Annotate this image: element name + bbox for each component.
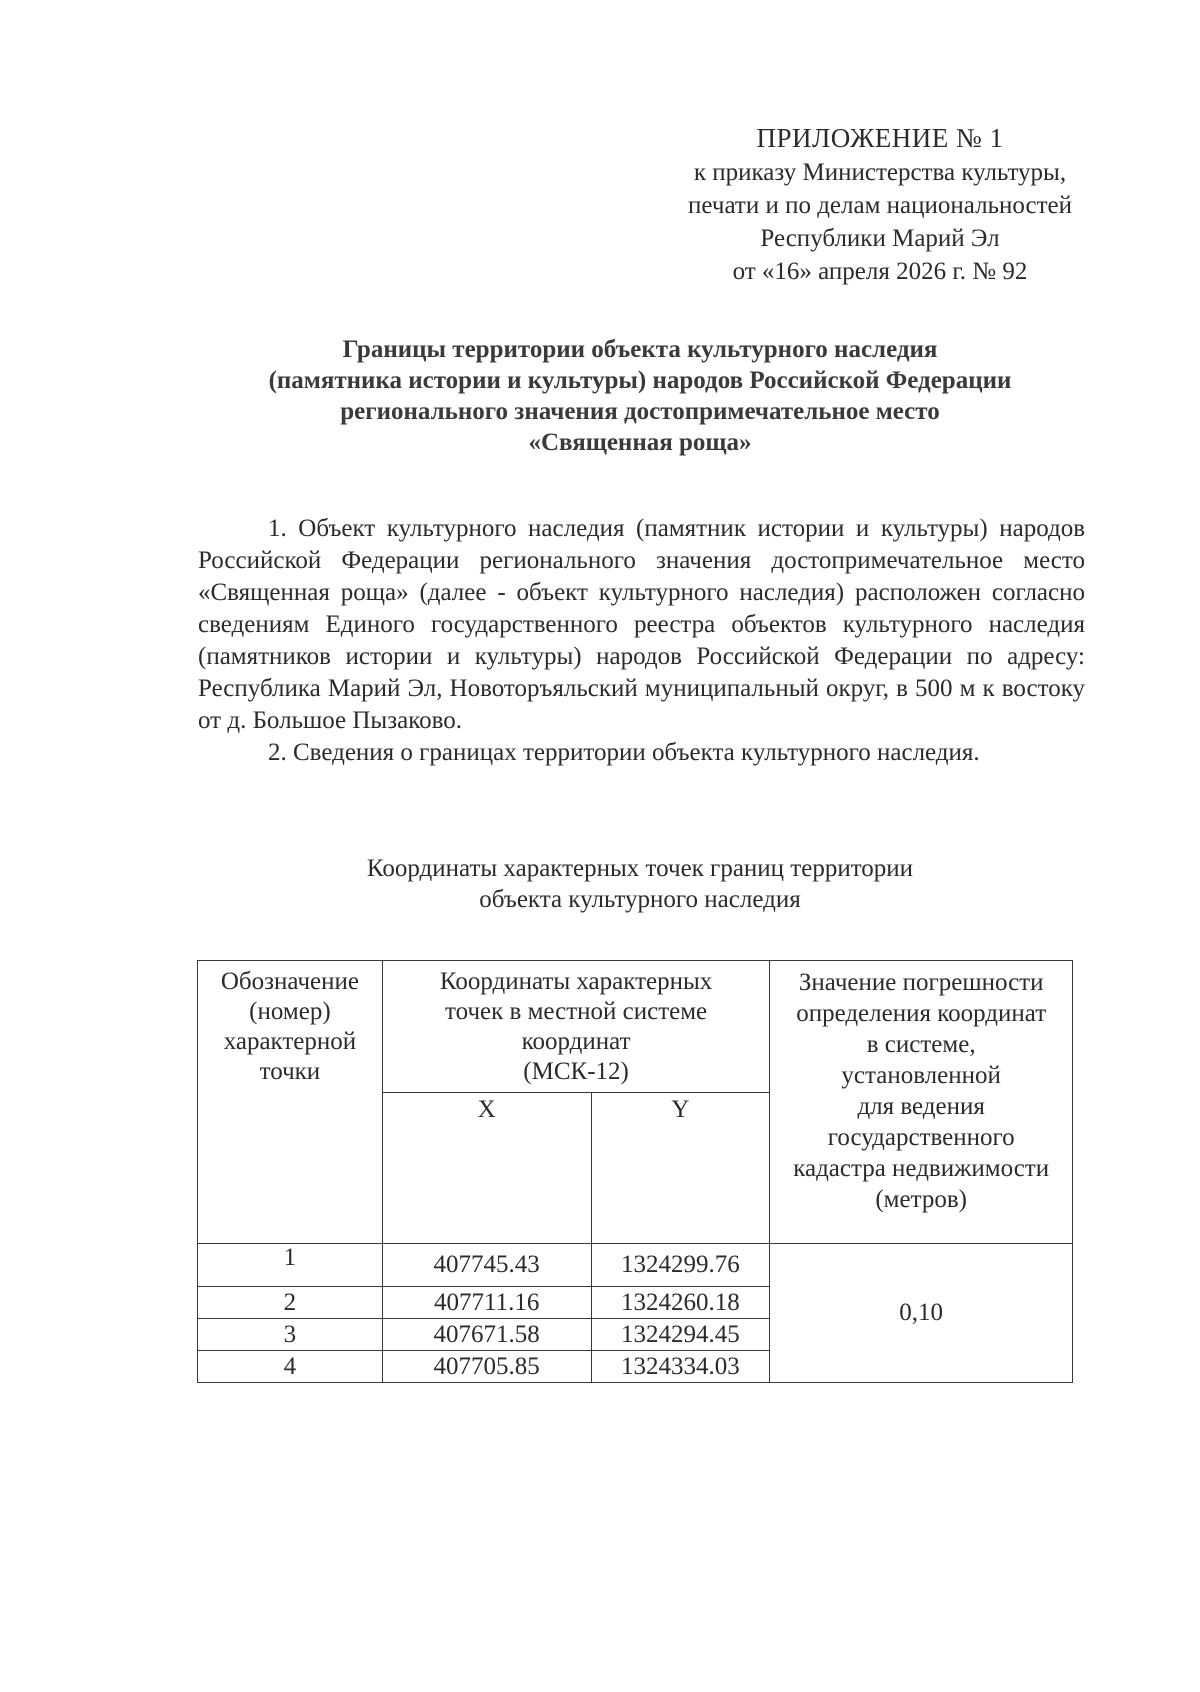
document-body	[198, 513, 1085, 769]
cell-y: 1324299.76	[591, 1244, 770, 1287]
title-line-3: регионального значения достопримечательное место	[340, 398, 940, 425]
cell-point-number: 2	[198, 1287, 383, 1319]
table-header-row	[198, 961, 1073, 1093]
appendix-line-4: от «16» апреля 2026 г. № 92	[732, 258, 1028, 285]
header-error-line-2: определения координат	[796, 1000, 1047, 1027]
body-paragraph-2: 2. Сведения о границах территории объекта культурного наследия.	[268, 739, 980, 766]
cell-x: 407745.43	[382, 1244, 591, 1287]
appendix-heading: ПРИЛОЖЕНИЕ № 1	[756, 123, 1004, 153]
body-paragraph-1: 1. Объект культурного наследия (памятник истории и культуры) народов Российской Федерации регионального значения достопримечательное место «Священная роща» (далее - объект культурного наследия) расположен согласно сведениям Единого государственного реестра объектов культурного наследия (памятников истории и культуры) народов Российской Федерации по адресу: Республика Марий Эл, Новоторъяльский муниципальный округ, в 500 м к востоку от д. Большое Пызаково.	[198, 515, 1085, 734]
header-number-line-2: (номер)	[249, 998, 331, 1025]
header-number-line-4: точки	[259, 1058, 321, 1085]
cell-y: 1324334.03	[591, 1351, 770, 1383]
header-error-line-1: Значение погрешности	[798, 969, 1044, 996]
cell-error-value: 0,10	[770, 1244, 1073, 1383]
cell-point-number: 3	[198, 1319, 383, 1351]
document-title	[190, 334, 1090, 458]
header-number-line-1: Обозначение	[220, 968, 359, 995]
title-line-1: Границы территории объекта культурного наследия	[342, 336, 938, 363]
header-y: Y	[591, 1093, 770, 1244]
coordinates-table	[197, 960, 1073, 1383]
header-error-line-8: (метров)	[875, 1186, 967, 1213]
title-line-4: «Священная роща»	[528, 429, 752, 456]
header-error-line-3: в системе,	[866, 1031, 976, 1058]
caption-line-2: объекта культурного наследия	[479, 886, 801, 913]
header-error-line-5: для ведения	[857, 1093, 985, 1120]
header-coords-line-1: Координаты характерных	[439, 968, 713, 995]
table-row	[198, 1244, 1073, 1287]
header-error	[770, 961, 1073, 1244]
header-x: X	[382, 1093, 591, 1244]
cell-x: 407671.58	[382, 1319, 591, 1351]
header-coords-line-4: (МСК-12)	[523, 1058, 629, 1085]
appendix-line-1: к приказу Министерства культуры,	[693, 159, 1067, 186]
header-error-line-4: установленной	[841, 1062, 1001, 1089]
cell-point-number: 4	[198, 1351, 383, 1383]
cell-y: 1324294.45	[591, 1319, 770, 1351]
header-number-line-3: характерной	[223, 1028, 357, 1055]
cell-x: 407705.85	[382, 1351, 591, 1383]
header-coordinates	[382, 961, 769, 1093]
appendix-header	[640, 120, 1120, 288]
header-coords-line-3: координат	[521, 1028, 631, 1055]
header-error-line-7: кадастра недвижимости	[793, 1155, 1050, 1182]
cell-x: 407711.16	[382, 1287, 591, 1319]
header-error-line-6: государственного	[827, 1124, 1015, 1151]
cell-point-number: 1	[198, 1244, 383, 1287]
title-line-2: (памятника истории и культуры) народов Российской Федерации	[268, 367, 1012, 394]
header-point-number	[198, 961, 383, 1244]
appendix-line-3: Республики Марий Эл	[760, 225, 1000, 252]
table-caption	[290, 853, 990, 915]
appendix-line-2: печати и по делам национальностей	[688, 192, 1072, 219]
header-coords-line-2: точек в местной системе	[445, 998, 708, 1025]
cell-y: 1324260.18	[591, 1287, 770, 1319]
caption-line-1: Координаты характерных точек границ территории	[366, 855, 914, 882]
